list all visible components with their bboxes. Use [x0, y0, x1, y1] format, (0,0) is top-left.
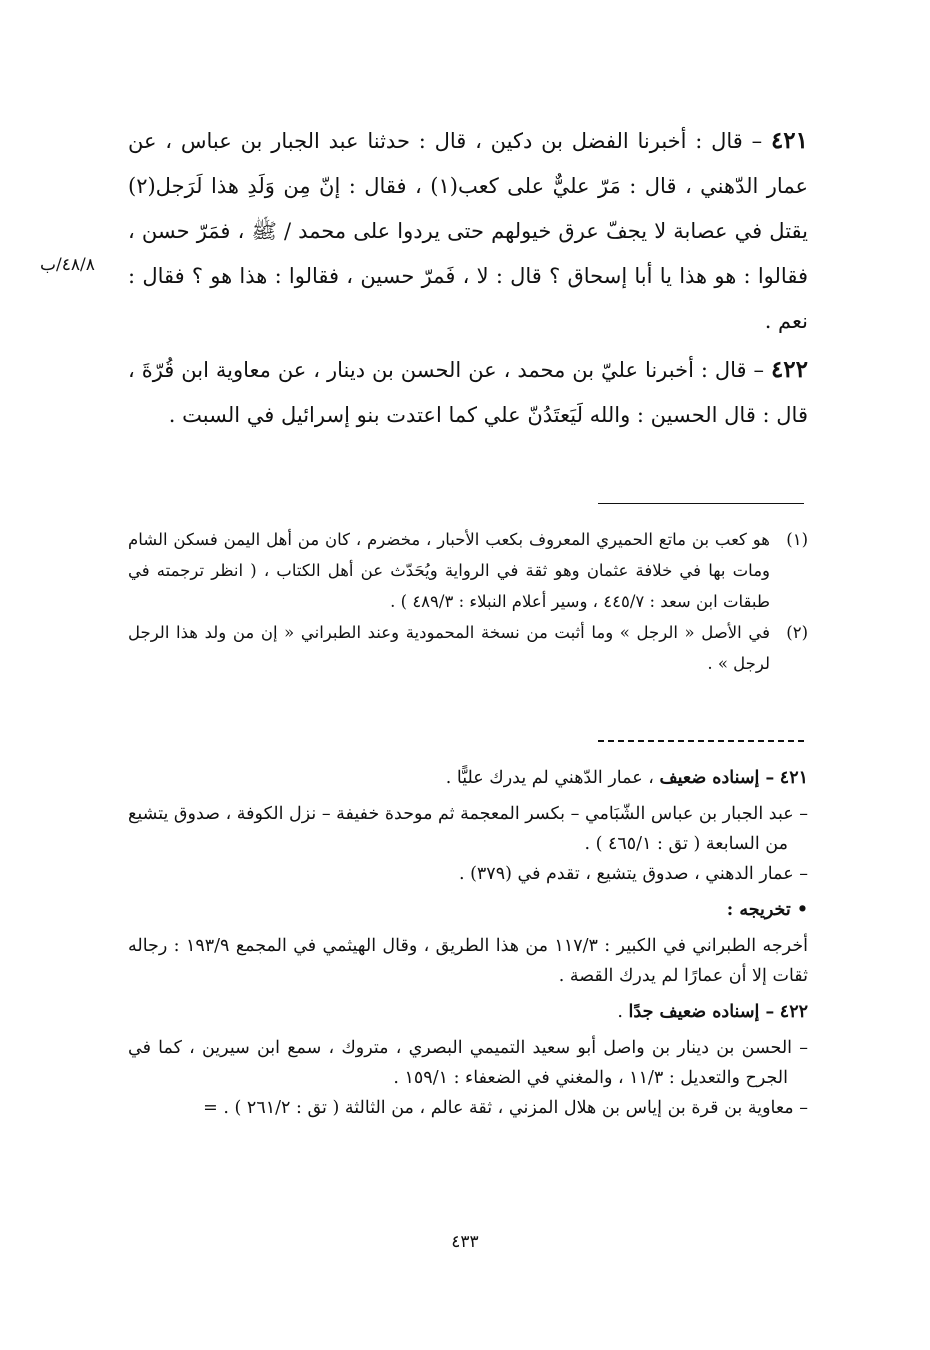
footnote-marker: (١) [786, 530, 808, 549]
narrator-note: – معاوية بن قرة بن إياس بن هلال المزني ، ثقة عالم ، من الثالثة ( تق : ٢٦١/٢ ) . = [203, 1098, 808, 1118]
narrator-note: – الحسن بن دينار بن واصل أبو سعيد التميمي البصري ، متروك ، سمع ابن سيرين ، كما في الجرح والتعديل : ١١/٣ ، والمغني في الضعفاء : ١٥٩/١ . [128, 1038, 808, 1088]
hadith-text: – قال : أخبرنا الفضل بن دكين ، قال : حدثنا عبد الجبار بن عباس ، عن عمار الدّهني ، قال : مَرّ عليٌّ على كعب(١) ، فقال : إنّ مِن وَلَدِ هذا لَرَجل(٢) يقتل في عصابة لا يجفّ عرق خيولهم حتى يردوا على محمد / ﷺ ، فمَرّ حسن ، فقالوا : هو هذا يا أبا إسحاق ؟ قال : لا ، فَمرّ حسين ، فقالوا : هذا هو ؟ فقال : نعم . [128, 129, 808, 333]
page-number: ٤٣٣ [451, 1232, 479, 1252]
hadith-number: ٤٢١ [770, 127, 808, 154]
footnote-1 [128, 524, 808, 617]
hadith-421 [128, 118, 808, 344]
hadith-text: – قال : أخبرنا عليّ بن محمد ، عن الحسن بن دينار ، عن معاوية ابن قُرّةَ ، قال : قال الحسين : والله لَيَعتَدُنّ علي كما اعتدت بنو إسرائيل في السبت . [128, 358, 808, 427]
commentary-section [128, 763, 808, 1123]
footnote-marker: (٢) [786, 623, 808, 642]
footnote-2 [128, 617, 808, 679]
hadith-number: ٤٢١ [779, 768, 808, 788]
isnad-note: ، عمار الدّهني لم يدرك عليًّا . [445, 768, 660, 788]
hadith-number: ٤٢٢ [779, 1002, 808, 1022]
takhrij-heading: • تخريجه : [726, 900, 808, 920]
commentary-separator [598, 740, 804, 742]
footnote-separator [598, 503, 804, 504]
isnad-note: . [617, 1002, 629, 1022]
footnote-text: هو كعب بن ماتع الحميري المعروف بكعب الأحبار ، مخضرم ، كان من أهل اليمن فسكن الشام ومات بها في خلافة عثمان وهو ثقة في الرواية ويُحَدّث عن أهل الكتاب ، ( انظر ترجمته في طبقات ابن سعد : ٤٤٥/٧ ، وسير أعلام النبلاء : ٤٨٩/٣ ) . [128, 530, 770, 611]
footnote-text: في الأصل « الرجل » وما أثبت من نسخة المحمودية وعند الطبراني « إن من ولد هذا الرجل لرجل » . [128, 623, 770, 673]
hadith-422 [128, 347, 808, 438]
isnad-grade: إسناده ضعيف جدًا [628, 1002, 760, 1022]
narrator-note: – عمار الدهني ، صدوق يتشيع ، تقدم في (٣٧٩) . [458, 864, 808, 884]
isnad-grade: إسناده ضعيف [659, 768, 760, 788]
footnotes [128, 524, 808, 679]
takhrij-text: أخرجه الطبراني في الكبير : ١١٧/٣ من هذا الطريق ، وقال الهيثمي في المجمع ١٩٣/٩ : رجاله ثقات إلا أن عمارًا لم يدرك القصة . [128, 936, 809, 986]
narrator-note: – عبد الجبار بن عباس الشّبَامي – بكسر المعجمة ثم موحدة خفيفة – نزل الكوفة ، صدوق يتشيع من السابعة ( تق : ٤٦٥/١ ) . [128, 804, 808, 854]
margin-manuscript-reference: ٤٨/٨/ب [40, 255, 95, 275]
commentary-421-heading: ٤٢١ – إسناده ضعيف ، عمار الدّهني لم يدرك عليًّا . [445, 768, 808, 788]
hadith-number: ٤٢٢ [770, 356, 808, 383]
main-text [128, 118, 808, 438]
commentary-422-heading: ٤٢٢ – إسناده ضعيف جدًا . [617, 1002, 808, 1022]
